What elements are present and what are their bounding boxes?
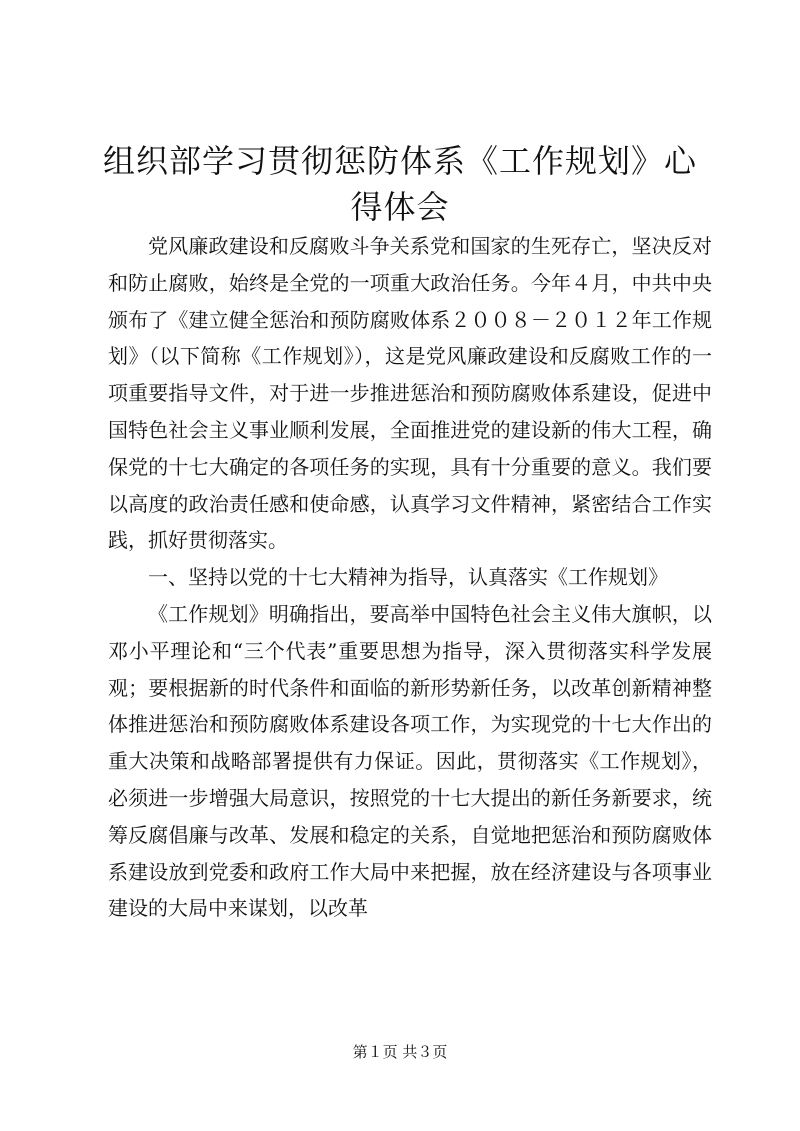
page-indicator: 第１页 共３页	[352, 1043, 448, 1061]
document-body	[108, 228, 712, 927]
document-title: 组织部学习贯彻惩防体系《工作规划》心得体会	[102, 142, 697, 226]
intro-paragraph: 党风廉政建设和反腐败斗争关系党和国家的生死存亡，坚决反对和防止腐败，始终是全党的一项重大政治任务。今年４月，中共中央颁布了《建立健全惩治和预防腐败体系２００８－２０１２年工作规划》（以下简称《工作规划》），这是党风廉政建设和反腐败工作的一项重要指导文件，对于进一步推进惩治和预防腐败体系建设，促进中国特色社会主义事业顺利发展，全面推进党的建设新的伟大工程，确保党的十七大确定的各项任务的实现，具有十分重要的意义。我们要以高度的政治责任感和使命感，认真学习文件精神，紧密结合工作实践，抓好贯彻落实。	[108, 234, 712, 553]
section-paragraph: 《工作规划》明确指出，要高举中国特色社会主义伟大旗帜，以邓小平理论和“三个代表”重要思想为指导，深入贯彻落实科学发展观；要根据新的时代条件和面临的新形势新任务，以改革创新精神整体推进惩治和预防腐败体系建设各项工作，为实现党的十七大作出的重大决策和战略部署提供有力保证。因此，贯彻落实《工作规划》，必须进一步增强大局意识，按照党的十七大提出的新任务新要求，统筹反腐倡廉与改革、发展和稳定的关系，自觉地把惩治和预防腐败体系建设放到党委和政府工作大局中来把握，放在经济建设与各项事业建设的大局中来谋划，以改革	[108, 601, 712, 921]
section-heading: 一、坚持以党的十七大精神为指导，认真落实《工作规划》	[148, 565, 668, 590]
